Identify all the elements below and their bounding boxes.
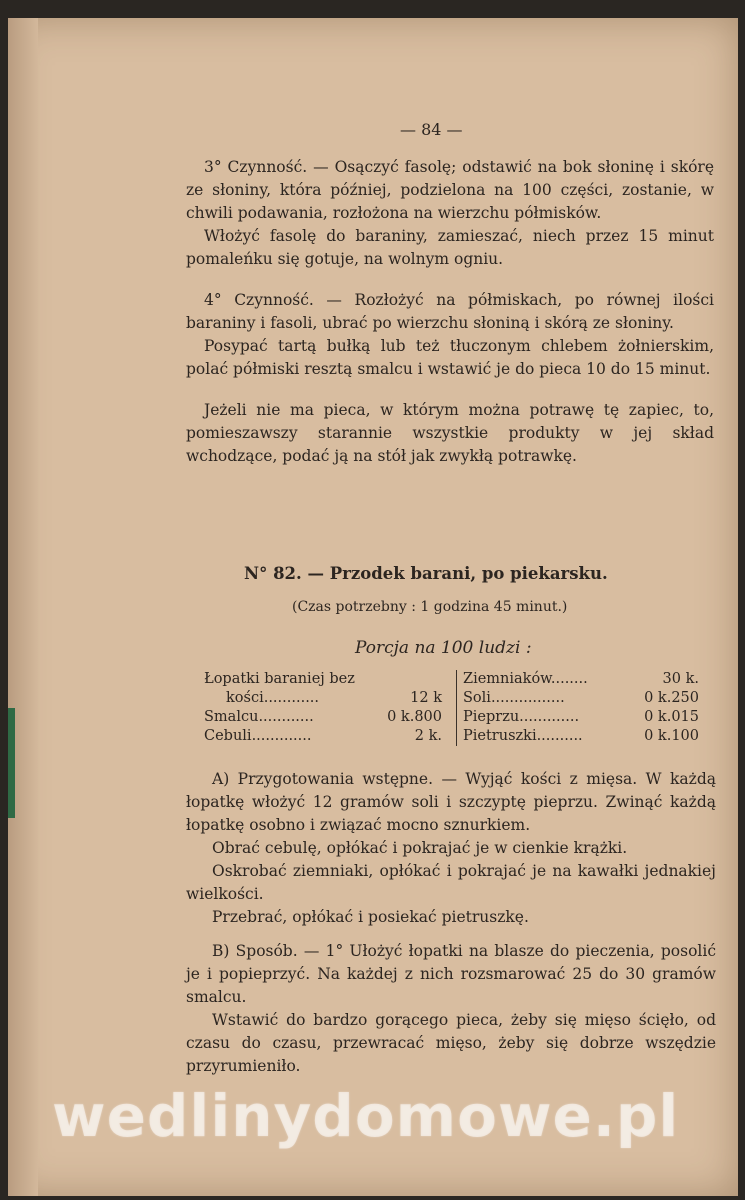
paragraph-prep-parsley: Przebrać, opłókać i posiekać pietruszkę. (212, 908, 529, 926)
ingredient-qty: 0 k.100 (644, 728, 699, 744)
ingredient-row (204, 670, 442, 689)
ingredient-name: kości............ (226, 690, 320, 706)
body-text (186, 156, 714, 468)
ingredient-qty: 0 k.800 (387, 709, 442, 725)
ingredient-qty: 12 k (410, 690, 442, 706)
ingredient-row (204, 689, 442, 708)
page-number: — 84 — (400, 120, 463, 139)
recipe-title: N° 82. — Przodek barani, po piekarsku. (244, 564, 608, 583)
ingredients-right-column (456, 670, 699, 746)
section-method (186, 940, 716, 1078)
ingredient-name: Pietruszki.......... (463, 728, 583, 744)
paragraph-method-1: B) Sposób. — 1° Ułożyć łopatki na blasze do pieczenia, posolić je i popieprzyć. Na każdej z nich rozsmarować 25 do 30 gramów smalcu. (186, 942, 716, 1006)
ingredient-name: Pieprzu............. (463, 709, 580, 725)
ingredient-row (463, 727, 699, 746)
ingredient-qty: 0 k.250 (644, 690, 699, 706)
paragraph-step-4: 4° Czynność. — Rozłożyć na półmiskach, po równej ilości baraniny i fasoli, ubrać po wierzchu słoniną i skórą ze słoniny. (186, 291, 714, 332)
ingredient-qty: 2 k. (414, 728, 442, 744)
paragraph-prep-potatoes: Oskrobać ziemniaki, opłókać i pokrajać je na kawałki jednakiej wielkości. (186, 862, 716, 903)
paragraph-no-oven: Jeżeli nie ma pieca, w którym można potrawę tę zapiec, to, pomieszawszy starannie wszystkie produkty w jej skład wchodzące, podać ją na stół jak zwykłą potrawkę. (186, 401, 714, 465)
ingredient-name: Cebuli............. (204, 728, 312, 744)
section-preparations (186, 768, 716, 929)
ingredient-name: Smalcu............ (204, 709, 314, 725)
ingredient-name: Soli................ (463, 690, 565, 706)
paragraph-beans: Włożyć fasolę do baraniny, zamieszać, niech przez 15 minut pomaleńku się gotuje, na wolnym ogniu. (186, 227, 714, 268)
ingredient-row (204, 708, 442, 727)
paragraph-prep-onion: Obrać cebulę, opłókać i pokrajać je w cienkie krążki. (212, 839, 628, 857)
ingredient-row (463, 689, 699, 708)
watermark: wedlinydomowe.pl (52, 1082, 680, 1150)
ingredients-left-column (204, 670, 442, 746)
bookmark-strip (8, 708, 15, 818)
recipe-time: (Czas potrzebny : 1 godzina 45 minut.) (292, 599, 568, 615)
paragraph-breadcrumbs: Posypać tartą bułką lub też tłuczonym chlebem żołnierskim, polać półmiski resztą smalcu i wstawić je do pieca 10 do 15 minut. (186, 337, 714, 378)
page-edge (8, 18, 38, 1196)
ingredient-name: Łopatki baraniej bez (204, 671, 355, 687)
ingredient-row (463, 708, 699, 727)
ingredient-name: Ziemniaków........ (463, 671, 588, 687)
ingredient-qty: 30 k. (662, 671, 699, 687)
paragraph-step-3: 3° Czynność. — Osączyć fasolę; odstawić na bok słoninę i skórę ze słoniny, która później, podzielona na 100 części, zostanie, w chwili podawania, rozłożona na wierzchu półmisków. (186, 158, 714, 222)
recipe-portion: Porcja na 100 ludzi : (355, 638, 532, 658)
paragraph-method-2: Wstawić do bardzo gorącego pieca, żeby się mięso ścięło, od czasu do czasu, przewracać mięso, żeby się dobrze wszędzie przyrumieniło. (186, 1011, 716, 1075)
ingredient-qty: 0 k.015 (644, 709, 699, 725)
ingredient-row (463, 670, 699, 689)
ingredient-row (204, 727, 442, 746)
paragraph-prep-meat: A) Przygotowania wstępne. — Wyjąć kości z mięsa. W każdą łopatkę włożyć 12 gramów soli i szczyptę pieprzu. Zwinąć każdą łopatkę osobno i związać mocno sznurkiem. (186, 770, 716, 834)
